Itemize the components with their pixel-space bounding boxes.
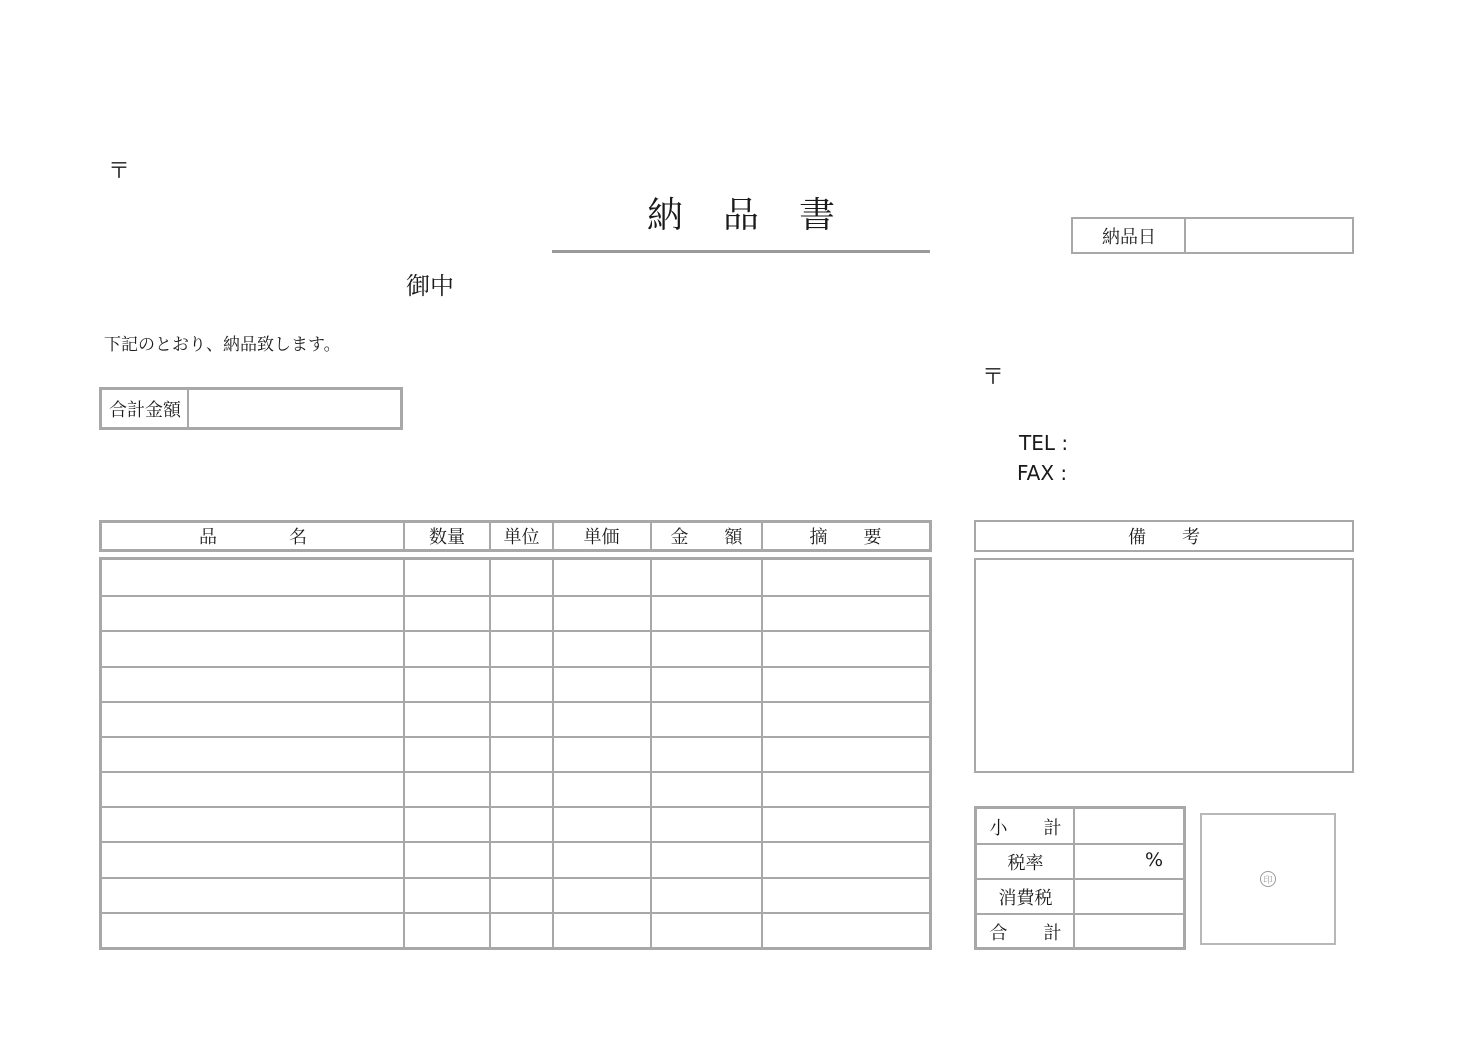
seal-box[interactable] bbox=[1200, 813, 1336, 945]
summary-table bbox=[974, 806, 1186, 950]
delivery-date-box bbox=[1071, 217, 1354, 254]
remarks-header bbox=[974, 520, 1354, 552]
header-quantity: 数量 bbox=[429, 527, 465, 548]
table-row bbox=[102, 877, 929, 879]
header-unit-price: 単価 bbox=[583, 527, 620, 548]
subtotal-label: 小 計 bbox=[989, 817, 1062, 839]
subtotal-field[interactable] bbox=[1075, 809, 1183, 842]
header-product-name: 品 名 bbox=[199, 527, 307, 548]
intro-text: 下記のとおり、納品致します。 bbox=[104, 335, 341, 355]
recipient-honorific: 御中 bbox=[406, 272, 454, 300]
sender-postal-mark: 〒 bbox=[982, 365, 1005, 390]
consumption-tax-label: 消費税 bbox=[998, 887, 1053, 909]
sender-fax-label: FAX : bbox=[1017, 461, 1068, 485]
table-row bbox=[102, 771, 929, 773]
delivery-date-divider bbox=[1184, 219, 1186, 252]
delivery-date-field[interactable] bbox=[1187, 219, 1352, 252]
table-row bbox=[102, 841, 929, 843]
total-amount-label: 合計金額 bbox=[109, 399, 181, 421]
table-row bbox=[102, 806, 929, 808]
remarks-header-label: 備 考 bbox=[1128, 527, 1200, 548]
recipient-postal-mark: 〒 bbox=[108, 159, 131, 184]
col-divider bbox=[552, 560, 554, 947]
delivery-date-label: 納品日 bbox=[1102, 226, 1156, 248]
total-amount-box bbox=[99, 387, 403, 430]
col-divider bbox=[650, 560, 652, 947]
summary-total-label: 合 計 bbox=[989, 922, 1062, 944]
seal-mark-icon: 印 bbox=[1260, 871, 1276, 887]
table-row bbox=[102, 701, 929, 703]
table-row bbox=[102, 595, 929, 597]
table-row bbox=[102, 736, 929, 738]
table-row bbox=[102, 912, 929, 914]
total-amount-field[interactable] bbox=[190, 390, 400, 427]
col-divider bbox=[489, 560, 491, 947]
col-divider bbox=[403, 560, 405, 947]
summary-total-field[interactable] bbox=[1075, 914, 1183, 947]
header-remarks: 摘 要 bbox=[809, 527, 882, 548]
table-row bbox=[102, 666, 929, 668]
tax-rate-field[interactable] bbox=[1075, 844, 1183, 877]
consumption-tax-field[interactable] bbox=[1075, 879, 1183, 912]
tax-rate-label: 税率 bbox=[1007, 852, 1044, 874]
header-amount: 金 額 bbox=[670, 527, 743, 548]
tax-rate-unit: % bbox=[1144, 849, 1163, 871]
items-table bbox=[99, 557, 932, 950]
remarks-field[interactable] bbox=[974, 558, 1354, 773]
document-title: 納品書 bbox=[552, 192, 930, 253]
total-amount-divider bbox=[187, 390, 189, 427]
col-divider bbox=[761, 560, 763, 947]
table-row bbox=[102, 630, 929, 632]
sender-tel-label: TEL : bbox=[1019, 431, 1069, 455]
header-unit: 単位 bbox=[503, 527, 540, 548]
items-header-row bbox=[99, 520, 932, 552]
